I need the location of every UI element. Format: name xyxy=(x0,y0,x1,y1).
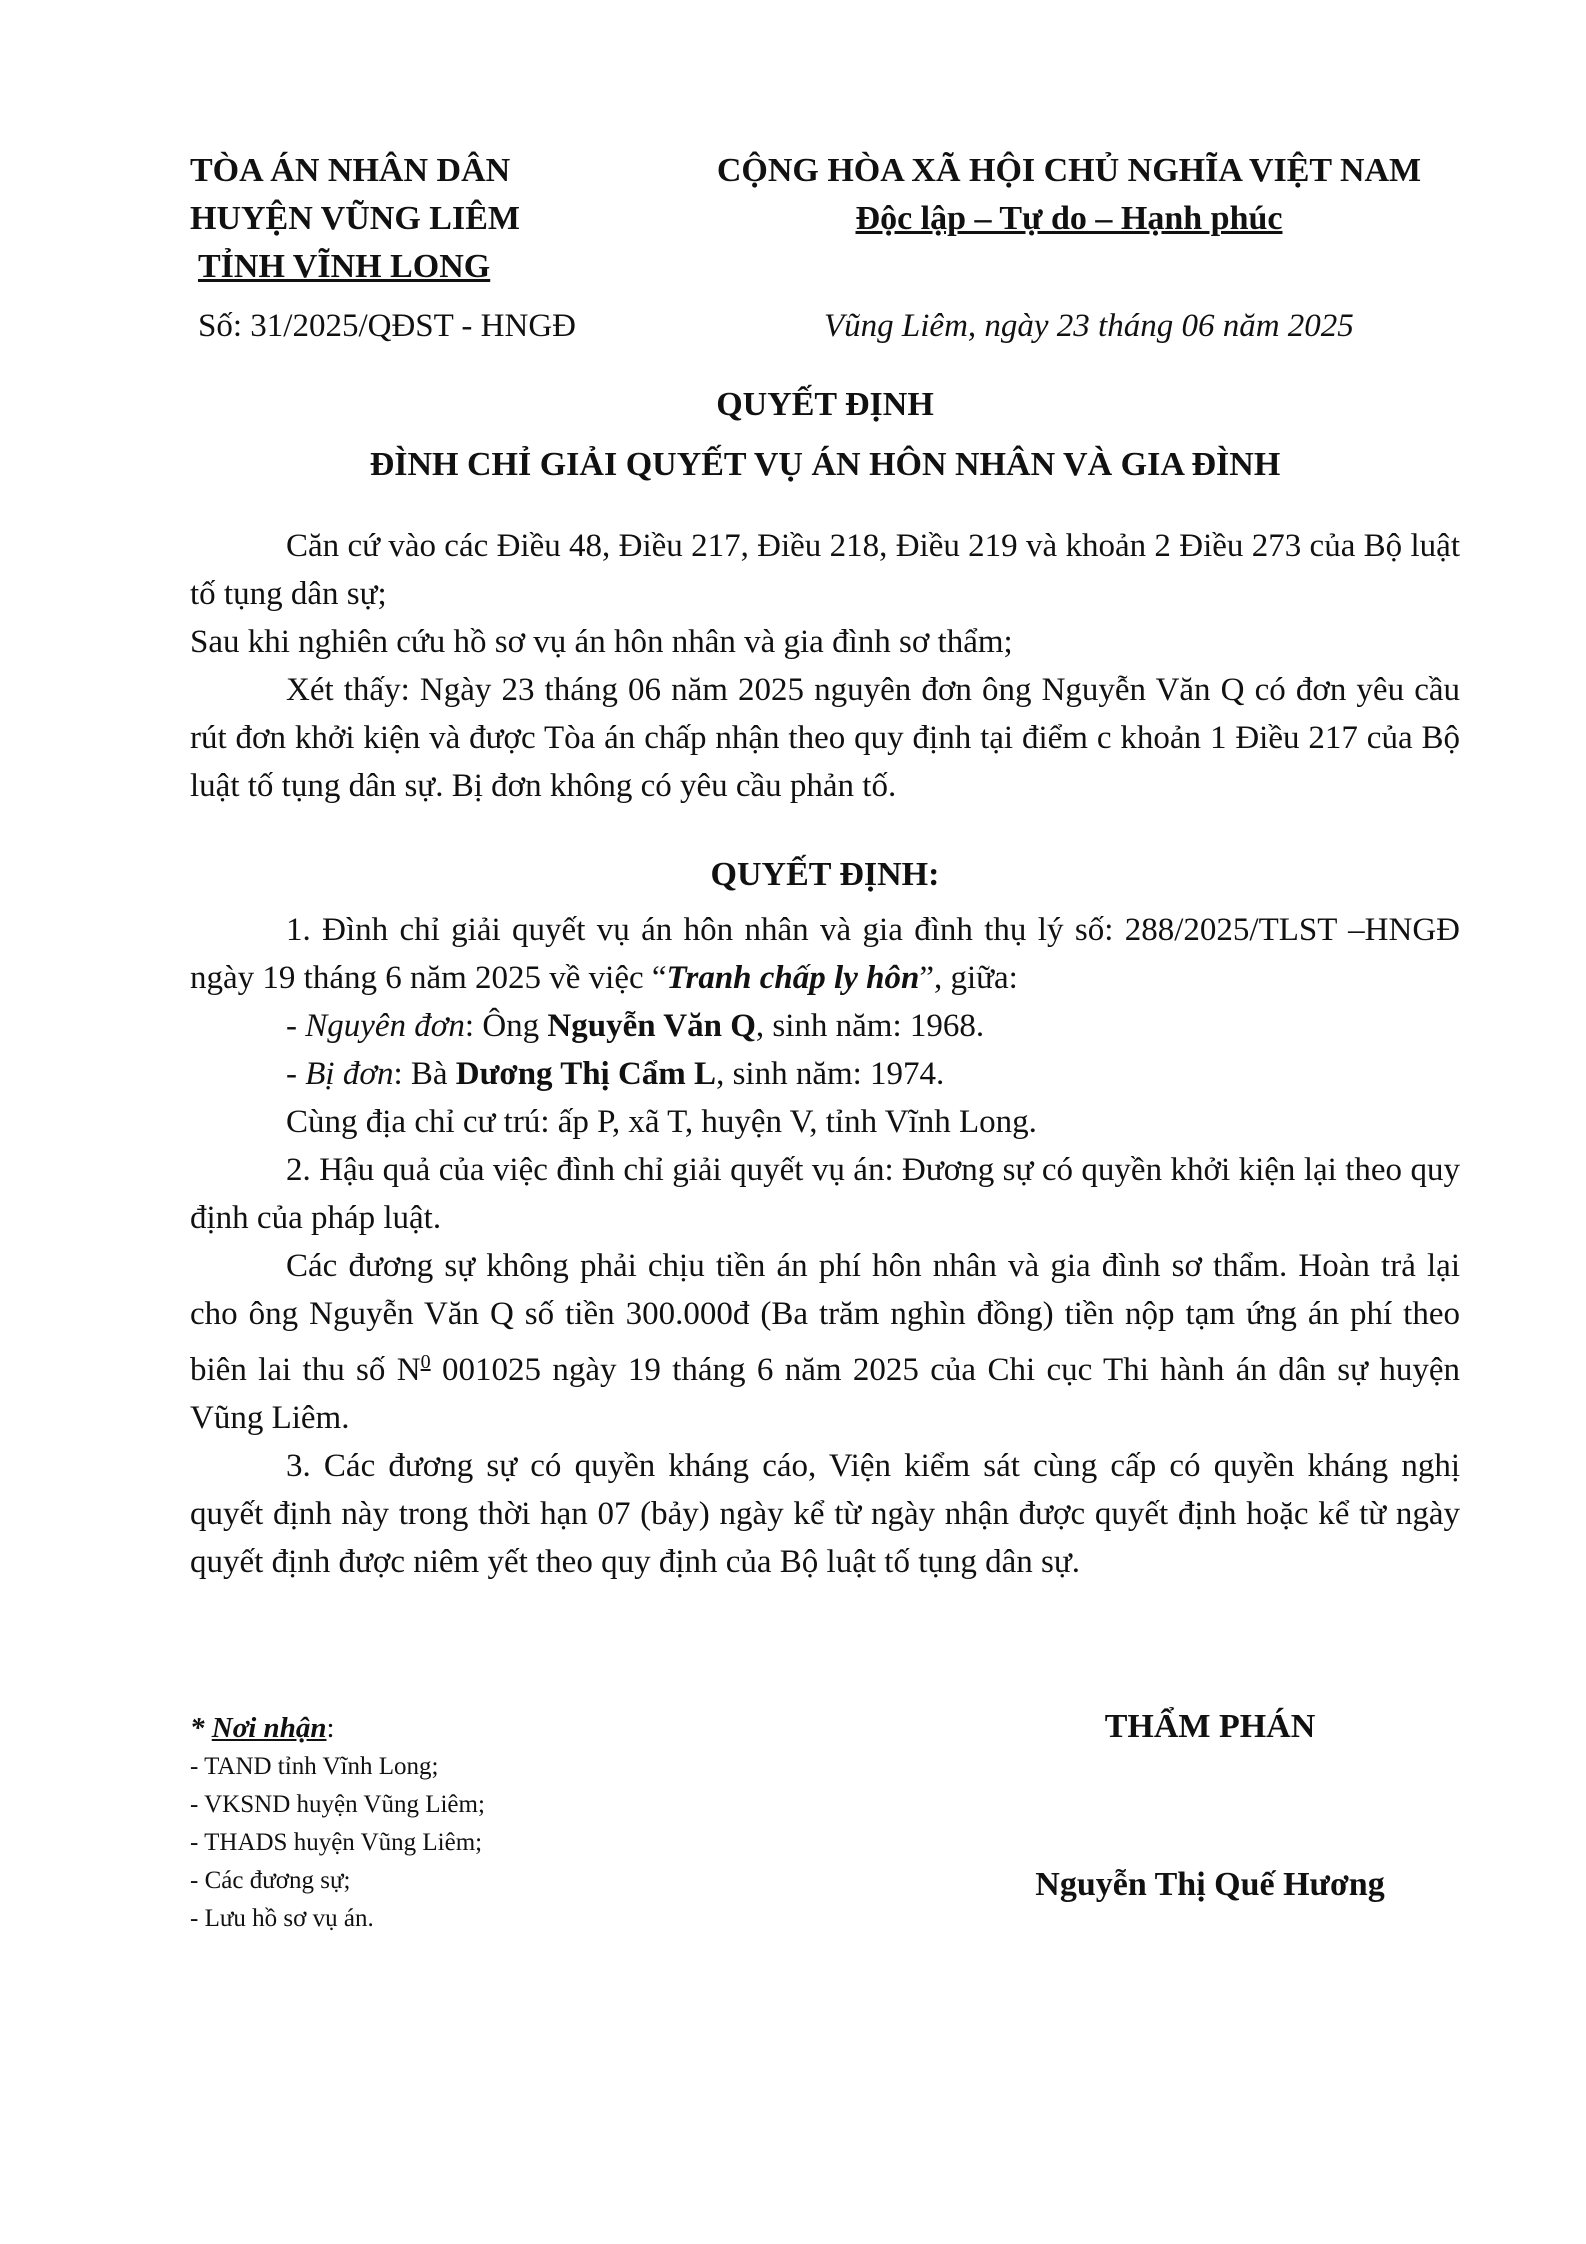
receipt-number-sign: $N^0$ xyxy=(396,1351,431,1388)
legal-basis: Căn cứ vào các Điều 48, Điều 217, Điều 218, Điều 219 và khoản 2 Điều 273 của Bộ luật tố tụng dân sự; xyxy=(190,528,1460,612)
document-subtitle: ĐÌNH CHỈ GIẢI QUYẾT VỤ ÁN HÔN NHÂN VÀ GIA ĐÌNH xyxy=(369,446,1281,483)
national-motto: Độc lập – Tự do – Hạnh phúc xyxy=(855,200,1283,237)
shared-address: Cùng địa chỉ cư trú: ấp P, xã T, huyện V, tỉnh Vĩnh Long. xyxy=(286,1104,1037,1140)
court-name-line3: TỈNH VĨNH LONG xyxy=(198,248,491,285)
case-type: Tranh chấp ly hôn xyxy=(666,960,920,996)
plaintiff-line: - Nguyên đơn: Ông Nguyễn Văn Q, sinh năm: 1968. xyxy=(286,1008,985,1044)
decision-body xyxy=(190,906,1460,1586)
recipient-item: - TAND tỉnh Vĩnh Long; xyxy=(190,1753,439,1780)
decision-item-1: 1. Đình chỉ giải quyết vụ án hôn nhân và gia đình thụ lý số: 288/2025/TLST –HNGĐ ngày 19 tháng 6 năm 2025 về việc “Tranh chấp ly hôn”, giữa: xyxy=(190,912,1460,996)
court-name-line2: HUYỆN VŨNG LIÊM xyxy=(190,200,520,237)
recipients-heading: * Nơi nhận: xyxy=(190,1712,335,1744)
preamble xyxy=(190,522,1460,810)
decision-item-2: 2. Hậu quả của việc đình chỉ giải quyết vụ án: Đương sự có quyền khởi kiện lại theo quy định của pháp luật. xyxy=(190,1152,1460,1236)
document-title: QUYẾT ĐỊNH xyxy=(716,386,934,423)
place-date: Vũng Liêm, ngày 23 tháng 06 năm 2025 xyxy=(824,308,1354,344)
plaintiff-name: Nguyễn Văn Q xyxy=(547,1008,756,1044)
recipient-item: - VKSND huyện Vũng Liêm; xyxy=(190,1791,485,1818)
signer-title: THẨM PHÁN xyxy=(1104,1708,1316,1745)
court-name-line1: TÒA ÁN NHÂN DÂN xyxy=(190,152,511,189)
recipients-list xyxy=(190,1748,485,1938)
findings: Xét thấy: Ngày 23 tháng 06 năm 2025 nguyên đơn ông Nguyễn Văn Q có đơn yêu cầu rút đơn khởi kiện và được Tòa án chấp nhận theo quy định tại điểm c khoản 1 Điều 217 của Bộ luật tố tụng dân sự. Bị đơn không có yêu cầu phản tố. xyxy=(190,672,1460,804)
national-title: CỘNG HÒA XÃ HỘI CHỦ NGHĨA VIỆT NAM xyxy=(716,152,1422,189)
defendant-name: Dương Thị Cẩm L xyxy=(455,1056,717,1092)
decision-item-3: 3. Các đương sự có quyền kháng cáo, Viện kiểm sát cùng cấp có quyền kháng nghị quyết định này trong thời hạn 07 (bảy) ngày kể từ ngày nhận được quyết định hoặc kể từ ngày quyết định được niêm yết theo quy định của Bộ luật tố tụng dân sự. xyxy=(190,1448,1460,1580)
review-statement: Sau khi nghiên cứu hồ sơ vụ án hôn nhân và gia đình sơ thẩm; xyxy=(190,624,1013,660)
recipient-item: - Lưu hồ sơ vụ án. xyxy=(190,1905,374,1932)
court-fee-paragraph: Các đương sự không phải chịu tiền án phí hôn nhân và gia đình sơ thẩm. Hoàn trả lại cho ông Nguyễn Văn Q số tiền 300.000đ (Ba trăm nghìn đồng) tiền nộp tạm ứng án phí theo biên lai thu số $N^0$ 001025 ngày 19 tháng 6 năm 2025 của Chi cục Thi hành án dân sự huyện Vũng Liêm. xyxy=(190,1248,1461,1436)
signer-name: Nguyễn Thị Quế Hương xyxy=(1035,1866,1385,1903)
recipient-item: - THADS huyện Vũng Liêm; xyxy=(190,1829,483,1856)
recipient-item: - Các đương sự; xyxy=(190,1867,351,1894)
defendant-line: - Bị đơn: Bà Dương Thị Cẩm L, sinh năm: 1974. xyxy=(286,1056,945,1092)
decision-heading: QUYẾT ĐỊNH: xyxy=(710,856,940,893)
document-number: Số: 31/2025/QĐST - HNGĐ xyxy=(198,308,577,344)
